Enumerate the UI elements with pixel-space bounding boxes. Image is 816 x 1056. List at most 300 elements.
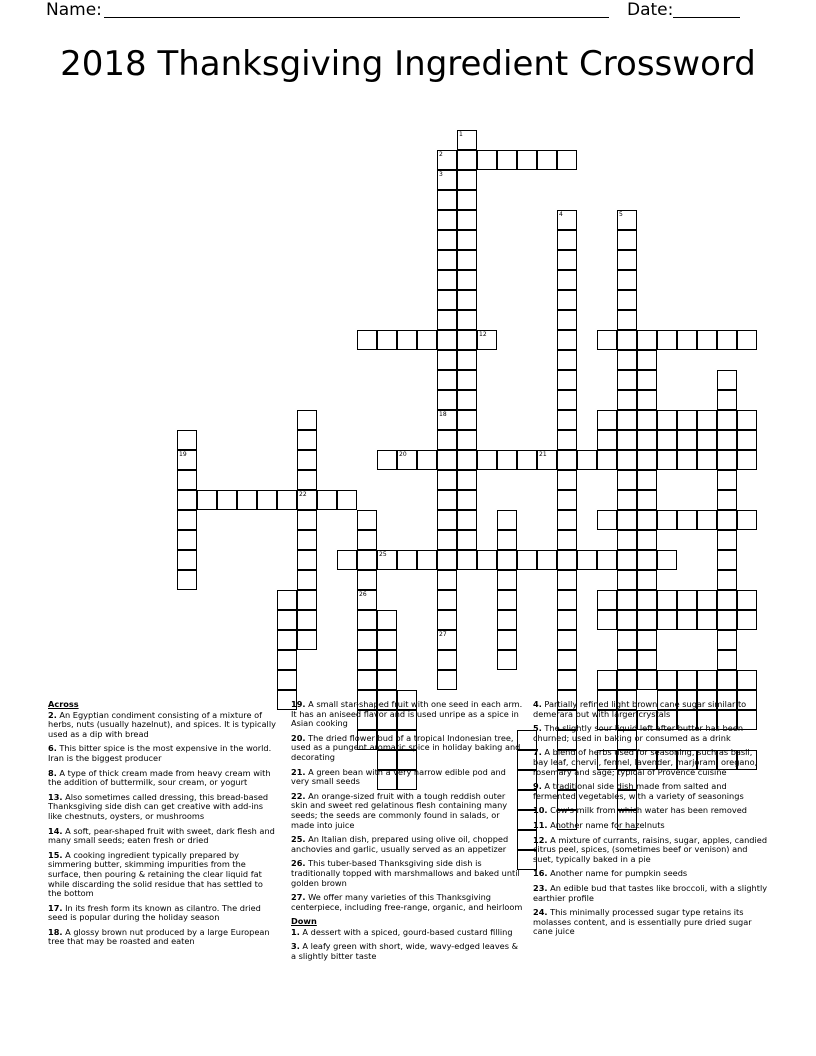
crossword-cell[interactable] [557, 590, 577, 610]
clue-text: This tuber-based Thanksgiving side dish is traditionally topped with marshmallows and baked until golden brown [291, 858, 520, 888]
across-clue [48, 793, 278, 822]
crossword-cell[interactable] [537, 550, 557, 570]
crossword-cell[interactable] [517, 150, 537, 170]
crossword-cell[interactable] [457, 490, 477, 510]
clue-number: 4. [533, 699, 542, 709]
across-clue [48, 904, 278, 923]
crossword-cell[interactable] [577, 450, 597, 470]
crossword-cell[interactable] [517, 550, 537, 570]
crossword-cell[interactable] [297, 410, 317, 430]
crossword-cell[interactable] [617, 330, 637, 350]
across-clue [48, 851, 278, 899]
clue-text: A blend of herbs used for seasoning, such as basil, bay leaf, chervil, fennel, lavender, marjoram, oregano, rosemary and sage; typical of Provence cuisine [533, 747, 758, 777]
crossword-cell[interactable] [297, 470, 317, 490]
crossword-cell[interactable] [377, 650, 397, 670]
crossword-cell[interactable] [297, 510, 317, 530]
crossword-cell[interactable] [617, 590, 637, 610]
crossword-cell[interactable] [377, 670, 397, 690]
crossword-cell[interactable] [457, 390, 477, 410]
crossword-cell[interactable] [557, 470, 577, 490]
crossword-cell[interactable] [557, 490, 577, 510]
crossword-cell[interactable] [217, 490, 237, 510]
clue-number-label: 25 [379, 551, 387, 558]
crossword-cell[interactable] [177, 570, 197, 590]
crossword-cell[interactable] [637, 470, 657, 490]
crossword-cell[interactable] [437, 290, 457, 310]
crossword-cell[interactable] [457, 150, 477, 170]
crossword-cell[interactable] [437, 350, 457, 370]
crossword-cell[interactable] [277, 610, 297, 630]
crossword-cell[interactable] [417, 550, 437, 570]
crossword-cell[interactable] [177, 470, 197, 490]
crossword-cell[interactable] [177, 550, 197, 570]
crossword-cell[interactable] [657, 550, 677, 570]
crossword-cell[interactable] [297, 630, 317, 650]
crossword-cell[interactable] [617, 630, 637, 650]
crossword-cell[interactable] [617, 210, 637, 230]
crossword-cell[interactable] [557, 450, 577, 470]
crossword-cell[interactable] [457, 330, 477, 350]
crossword-cell[interactable] [597, 510, 617, 530]
clue-number: 19. [291, 699, 306, 709]
across-clue [291, 835, 523, 854]
crossword-cell[interactable] [437, 490, 457, 510]
clue-number-label: 3 [439, 171, 443, 178]
crossword-cell[interactable] [437, 530, 457, 550]
crossword-cell[interactable] [677, 590, 697, 610]
crossword-cell[interactable] [617, 270, 637, 290]
crossword-cell[interactable] [637, 570, 657, 590]
crossword-cell[interactable] [737, 670, 757, 690]
crossword-cell[interactable] [357, 550, 377, 570]
crossword-cell[interactable] [717, 550, 737, 570]
clue-text: We offer many varieties of this Thanksgiving centerpiece, including free-range, organic, and heirloom [291, 892, 523, 912]
crossword-cell[interactable] [657, 610, 677, 630]
crossword-cell[interactable] [697, 450, 717, 470]
crossword-cell[interactable] [557, 410, 577, 430]
crossword-cell[interactable] [537, 450, 557, 470]
crossword-cell[interactable] [697, 610, 717, 630]
crossword-cell[interactable] [397, 550, 417, 570]
clue-text: This bitter spice is the most expensive in the world. Iran is the biggest producer [48, 743, 272, 763]
crossword-cell[interactable] [297, 550, 317, 570]
crossword-cell[interactable] [617, 670, 637, 690]
crossword-cell[interactable] [497, 510, 517, 530]
crossword-cell[interactable] [297, 610, 317, 630]
crossword-cell[interactable] [517, 450, 537, 470]
crossword-cell[interactable] [617, 390, 637, 410]
across-clue [48, 711, 278, 740]
crossword-cell[interactable] [697, 330, 717, 350]
crossword-cell[interactable] [457, 250, 477, 270]
crossword-cell[interactable] [617, 470, 637, 490]
crossword-cell[interactable] [457, 230, 477, 250]
clue-number: 6. [48, 743, 57, 754]
crossword-cell[interactable] [497, 610, 517, 630]
crossword-cell[interactable] [257, 490, 277, 510]
crossword-cell[interactable] [357, 630, 377, 650]
crossword-cell[interactable] [437, 210, 457, 230]
crossword-cell[interactable] [277, 650, 297, 670]
crossword-cell[interactable] [717, 370, 737, 390]
crossword-cell[interactable] [477, 450, 497, 470]
crossword-cell[interactable] [477, 150, 497, 170]
clue-text: An orange-sized fruit with a tough reddish outer skin and sweet red gelatinous flesh containing many seeds; the seeds are commonly found in salads, or made into juice [291, 790, 508, 830]
crossword-cell[interactable] [357, 510, 377, 530]
crossword-cell[interactable] [617, 510, 637, 530]
crossword-cell[interactable] [577, 550, 597, 570]
crossword-cell[interactable] [437, 310, 457, 330]
crossword-cell[interactable] [617, 570, 637, 590]
clue-text: Also sometimes called dressing, this bread-based Thanksgiving side dish can get creative with add-ins like chestnuts, oysters, or mushrooms [48, 791, 269, 821]
crossword-cell[interactable] [437, 430, 457, 450]
crossword-cell[interactable] [417, 330, 437, 350]
crossword-cell[interactable] [237, 490, 257, 510]
crossword-cell[interactable] [677, 410, 697, 430]
across-clue [291, 734, 523, 763]
crossword-cell[interactable] [557, 350, 577, 370]
crossword-cell[interactable] [557, 530, 577, 550]
crossword-cell[interactable] [457, 450, 477, 470]
crossword-cell[interactable] [197, 490, 217, 510]
crossword-cell[interactable] [637, 530, 657, 550]
crossword-cell[interactable] [337, 490, 357, 510]
crossword-cell[interactable] [357, 590, 377, 610]
crossword-cell[interactable] [557, 510, 577, 530]
crossword-cell[interactable] [417, 450, 437, 470]
crossword-cell[interactable] [677, 510, 697, 530]
clue-text: A leafy green with short, wide, wavy-edged leaves & a slightly bitter taste [291, 941, 518, 962]
crossword-cell[interactable] [617, 290, 637, 310]
crossword-cell[interactable] [377, 610, 397, 630]
crossword-cell[interactable] [457, 130, 477, 150]
crossword-cell[interactable] [297, 530, 317, 550]
crossword-cell[interactable] [737, 330, 757, 350]
crossword-cell[interactable] [717, 430, 737, 450]
crossword-cell[interactable] [677, 450, 697, 470]
crossword-cell[interactable] [297, 590, 317, 610]
crossword-cell[interactable] [557, 630, 577, 650]
crossword-cell[interactable] [657, 450, 677, 470]
crossword-cell[interactable] [437, 610, 457, 630]
crossword-cell[interactable] [617, 310, 637, 330]
crossword-cell[interactable] [557, 430, 577, 450]
clue-number: 11. [533, 819, 548, 830]
clue-number: 20. [291, 732, 306, 743]
crossword-cell[interactable] [717, 630, 737, 650]
crossword-cell[interactable] [357, 570, 377, 590]
crossword-cell[interactable] [657, 330, 677, 350]
crossword-cell[interactable] [717, 410, 737, 430]
crossword-cell[interactable] [277, 490, 297, 510]
crossword-cell[interactable] [497, 570, 517, 590]
clue-number: 13. [48, 791, 63, 802]
crossword-cell[interactable] [657, 410, 677, 430]
crossword-cell[interactable] [297, 490, 317, 510]
crossword-cell[interactable] [597, 450, 617, 470]
crossword-cell[interactable] [617, 250, 637, 270]
crossword-cell[interactable] [497, 630, 517, 650]
crossword-cell[interactable] [557, 330, 577, 350]
crossword-cell[interactable] [657, 430, 677, 450]
crossword-cell[interactable] [457, 290, 477, 310]
crossword-cell[interactable] [637, 590, 657, 610]
crossword-cell[interactable] [597, 330, 617, 350]
clue-number: 10. [533, 805, 548, 816]
crossword-cell[interactable] [497, 450, 517, 470]
crossword-cell[interactable] [277, 630, 297, 650]
down-clue [533, 724, 768, 743]
crossword-cell[interactable] [677, 670, 697, 690]
clue-number-label: 27 [439, 631, 447, 638]
down-clue [533, 836, 768, 865]
clue-number: 8. [48, 767, 57, 778]
crossword-cell[interactable] [557, 670, 577, 690]
crossword-cell[interactable] [377, 550, 397, 570]
crossword-cell[interactable] [297, 430, 317, 450]
clue-number: 15. [48, 849, 63, 860]
crossword-cell[interactable] [457, 530, 477, 550]
crossword-cell[interactable] [717, 470, 737, 490]
crossword-cell[interactable] [737, 430, 757, 450]
crossword-cell[interactable] [357, 530, 377, 550]
crossword-cell[interactable] [637, 550, 657, 570]
crossword-cell[interactable] [677, 430, 697, 450]
clue-text: An edible bud that tastes like broccoli, with a slightly earthier profile [533, 882, 768, 903]
crossword-cell[interactable] [697, 410, 717, 430]
crossword-cell[interactable] [617, 650, 637, 670]
crossword-cell[interactable] [377, 630, 397, 650]
name-label: Name: [46, 0, 102, 20]
crossword-cell[interactable] [637, 610, 657, 630]
crossword-cell[interactable] [737, 450, 757, 470]
crossword-cell[interactable] [277, 670, 297, 690]
crossword-cell[interactable] [497, 530, 517, 550]
crossword-cell[interactable] [437, 230, 457, 250]
crossword-cell[interactable] [477, 330, 497, 350]
crossword-cell[interactable] [437, 250, 457, 270]
crossword-cell[interactable] [717, 610, 737, 630]
crossword-cell[interactable] [437, 390, 457, 410]
crossword-cell[interactable] [497, 150, 517, 170]
clue-number: 24. [533, 907, 548, 918]
crossword-cell[interactable] [557, 550, 577, 570]
crossword-cell[interactable] [437, 450, 457, 470]
clue-number: 23. [533, 882, 548, 893]
crossword-cell[interactable] [437, 190, 457, 210]
crossword-cell[interactable] [557, 370, 577, 390]
across-clue [291, 893, 523, 912]
crossword-cell[interactable] [357, 610, 377, 630]
crossword-cell[interactable] [617, 610, 637, 630]
clue-number-label: 1 [459, 131, 463, 138]
crossword-cell[interactable] [637, 330, 657, 350]
crossword-cell[interactable] [357, 330, 377, 350]
crossword-cell[interactable] [557, 150, 577, 170]
crossword-cell[interactable] [597, 410, 617, 430]
clue-number-label: 12 [479, 331, 487, 338]
crossword-cell[interactable] [457, 210, 477, 230]
crossword-cell[interactable] [637, 490, 657, 510]
crossword-cell[interactable] [357, 650, 377, 670]
crossword-cell[interactable] [597, 430, 617, 450]
crossword-cell[interactable] [617, 350, 637, 370]
crossword-cell[interactable] [697, 590, 717, 610]
date-label: Date: [627, 0, 674, 20]
crossword-cell[interactable] [177, 510, 197, 530]
crossword-cell[interactable] [457, 410, 477, 430]
crossword-cell[interactable] [637, 510, 657, 530]
crossword-cell[interactable] [557, 310, 577, 330]
crossword-cell[interactable] [637, 370, 657, 390]
crossword-cell[interactable] [377, 330, 397, 350]
crossword-cell[interactable] [497, 650, 517, 670]
crossword-cell[interactable] [637, 350, 657, 370]
crossword-cell[interactable] [557, 290, 577, 310]
across-clue [291, 700, 523, 729]
crossword-cell[interactable] [597, 610, 617, 630]
crossword-cell[interactable] [497, 590, 517, 610]
crossword-cell[interactable] [397, 450, 417, 470]
crossword-cell[interactable] [277, 590, 297, 610]
crossword-cell[interactable] [637, 630, 657, 650]
crossword-cell[interactable] [457, 370, 477, 390]
crossword-cell[interactable] [617, 230, 637, 250]
crossword-cell[interactable] [717, 490, 737, 510]
crossword-cell[interactable] [337, 550, 357, 570]
crossword-cell[interactable] [437, 590, 457, 610]
crossword-cell[interactable] [437, 370, 457, 390]
crossword-cell[interactable] [617, 450, 637, 470]
crossword-cell[interactable] [637, 670, 657, 690]
clue-text: A small star-shaped fruit with one seed in each arm. It has an aniseed flavor and is used unripe as a spice in Asian cooking [291, 699, 523, 729]
clue-text: A soft, pear-shaped fruit with sweet, dark flesh and many small seeds; eaten fresh or dried [48, 825, 275, 846]
crossword-cell[interactable] [457, 190, 477, 210]
crossword-cell[interactable] [457, 170, 477, 190]
crossword-cell[interactable] [437, 650, 457, 670]
crossword-cell[interactable] [177, 530, 197, 550]
down-clue [533, 884, 768, 903]
clue-column-1 [48, 700, 278, 952]
crossword-cell[interactable] [477, 550, 497, 570]
crossword-cell[interactable] [737, 510, 757, 530]
crossword-cell[interactable] [657, 590, 677, 610]
crossword-cell[interactable] [737, 610, 757, 630]
crossword-cell[interactable] [717, 450, 737, 470]
crossword-cell[interactable] [557, 610, 577, 630]
crossword-cell[interactable] [437, 630, 457, 650]
crossword-cell[interactable] [437, 410, 457, 430]
crossword-cell[interactable] [437, 470, 457, 490]
crossword-cell[interactable] [617, 490, 637, 510]
crossword-cell[interactable] [177, 490, 197, 510]
clue-number-label: 4 [559, 211, 563, 218]
crossword-cell[interactable] [697, 670, 717, 690]
crossword-cell[interactable] [717, 530, 737, 550]
crossword-cell[interactable] [637, 450, 657, 470]
crossword-cell[interactable] [717, 510, 737, 530]
crossword-cell[interactable] [297, 570, 317, 590]
crossword-cell[interactable] [737, 590, 757, 610]
crossword-cell[interactable] [437, 670, 457, 690]
crossword-cell[interactable] [437, 170, 457, 190]
crossword-cell[interactable] [437, 510, 457, 530]
clue-column-2 [291, 700, 523, 967]
crossword-cell[interactable] [597, 550, 617, 570]
crossword-cell[interactable] [637, 410, 657, 430]
crossword-cell[interactable] [597, 590, 617, 610]
crossword-cell[interactable] [437, 550, 457, 570]
crossword-cell[interactable] [717, 590, 737, 610]
across-clue [291, 859, 523, 888]
crossword-cell[interactable] [537, 150, 557, 170]
crossword-cell[interactable] [317, 490, 337, 510]
crossword-cell[interactable] [657, 670, 677, 690]
crossword-cell[interactable] [437, 270, 457, 290]
crossword-cell[interactable] [717, 390, 737, 410]
crossword-cell[interactable] [717, 650, 737, 670]
crossword-cell[interactable] [637, 390, 657, 410]
crossword-cell[interactable] [557, 650, 577, 670]
crossword-cell[interactable] [637, 430, 657, 450]
crossword-cell[interactable] [357, 670, 377, 690]
crossword-cell[interactable] [457, 550, 477, 570]
clue-number: 17. [48, 902, 63, 913]
crossword-cell[interactable] [617, 530, 637, 550]
crossword-cell[interactable] [557, 270, 577, 290]
crossword-cell[interactable] [557, 250, 577, 270]
crossword-cell[interactable] [457, 470, 477, 490]
crossword-cell[interactable] [717, 570, 737, 590]
crossword-cell[interactable] [497, 550, 517, 570]
clue-number-label: 19 [179, 451, 187, 458]
crossword-cell[interactable] [437, 150, 457, 170]
crossword-cell[interactable] [617, 550, 637, 570]
crossword-cell[interactable] [657, 510, 677, 530]
crossword-cell[interactable] [457, 350, 477, 370]
crossword-cell[interactable] [697, 510, 717, 530]
crossword-cell[interactable] [177, 430, 197, 450]
crossword-cell[interactable] [437, 570, 457, 590]
crossword-cell[interactable] [457, 310, 477, 330]
crossword-cell[interactable] [697, 430, 717, 450]
crossword-cell[interactable] [677, 330, 697, 350]
crossword-cell[interactable] [637, 650, 657, 670]
clue-number: 14. [48, 825, 63, 836]
crossword-cell[interactable] [617, 410, 637, 430]
crossword-cell[interactable] [717, 330, 737, 350]
crossword-cell[interactable] [377, 450, 397, 470]
crossword-cell[interactable] [617, 370, 637, 390]
crossword-cell[interactable] [597, 670, 617, 690]
crossword-cell[interactable] [457, 510, 477, 530]
crossword-cell[interactable] [457, 270, 477, 290]
crossword-cell[interactable] [737, 410, 757, 430]
clue-text: Another name for hazelnuts [547, 819, 665, 830]
crossword-cell[interactable] [557, 230, 577, 250]
crossword-cell[interactable] [457, 430, 477, 450]
crossword-cell[interactable] [717, 670, 737, 690]
crossword-cell[interactable] [617, 430, 637, 450]
crossword-cell[interactable] [557, 210, 577, 230]
crossword-cell[interactable] [397, 330, 417, 350]
crossword-cell[interactable] [177, 450, 197, 470]
crossword-cell[interactable] [297, 450, 317, 470]
crossword-cell[interactable] [677, 610, 697, 630]
crossword-cell[interactable] [557, 390, 577, 410]
crossword-cell[interactable] [437, 330, 457, 350]
crossword-cell[interactable] [557, 570, 577, 590]
